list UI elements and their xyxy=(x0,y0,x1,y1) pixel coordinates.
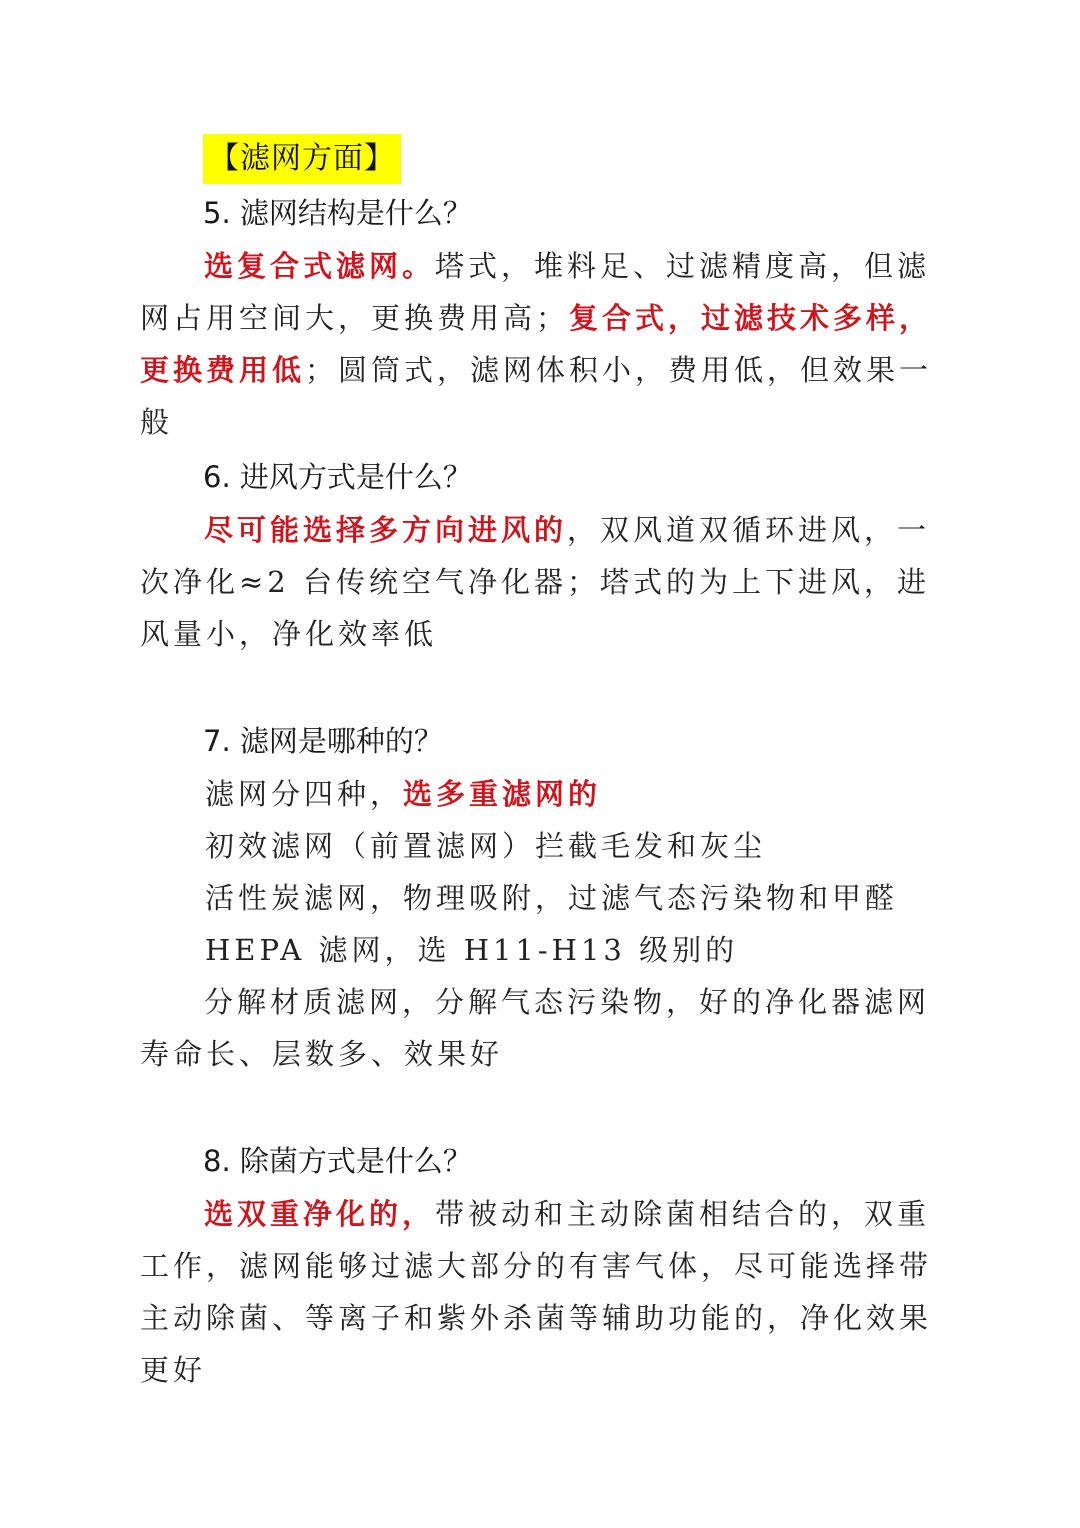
q6-highlight: 尽可能选择多方向进风的 xyxy=(204,513,568,547)
q5-highlight-2: 复合式，过滤技术多样，更换费用低 xyxy=(140,301,933,387)
q8-highlight: 选双重净化的， xyxy=(204,1197,436,1231)
question-8-heading: 8. 除菌方式是什么？ xyxy=(203,1144,472,1178)
question-7-heading: 7. 滤网是哪种的？ xyxy=(203,724,443,758)
q6-text: ，双风道双循环进风，一次净化≈2 台传统空气净化器；塔式的为上下进风，进风量小，净化效率低 xyxy=(140,513,931,651)
q5-highlight-1: 选复合式滤网。 xyxy=(204,249,436,283)
q7-intro xyxy=(205,768,601,820)
question-8-answer xyxy=(140,1188,944,1396)
q5-text-2: ；圆筒式，滤网体积小，费用低，但效果一般 xyxy=(140,353,933,439)
question-5-heading: 5. 滤网结构是什么？ xyxy=(203,196,472,230)
q7-intro-text: 滤网分四种， xyxy=(205,777,404,811)
q8-text: 带被动和主动除菌相结合的，双重工作，滤网能够过滤大部分的有害气体，尽可能选择带主动除菌、等离子和紫外杀菌等辅助功能的，净化效果更好 xyxy=(140,1197,933,1387)
q7-item-1: 初效滤网（前置滤网）拦截毛发和灰尘 xyxy=(205,829,767,863)
q7-item-2: 活性炭滤网，物理吸附，过滤气态污染物和甲醛 xyxy=(205,881,899,915)
q5-text-1: 塔式，堆料足、过滤精度高，但滤网占用空间大，更换费用高； xyxy=(140,249,931,335)
q7-intro-highlight: 选多重滤网的 xyxy=(403,777,602,811)
q7-item-4: 分解材质滤网，分解气态污染物，好的净化器滤网寿命长、层数多、效果好 xyxy=(140,985,931,1071)
question-5-answer xyxy=(140,240,944,448)
question-6-heading: 6. 进风方式是什么？ xyxy=(203,460,472,494)
question-6-answer xyxy=(140,504,944,660)
q7-item-3: HEPA 滤网，选 H11-H13 级别的 xyxy=(205,933,739,967)
section-tag: 【滤网方面】 xyxy=(203,134,401,184)
